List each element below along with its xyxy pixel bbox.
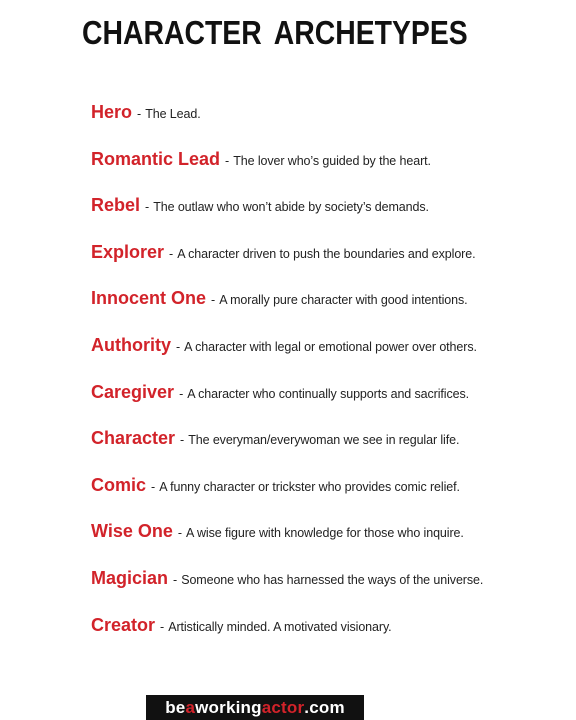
archetype-term: Character [91, 428, 176, 449]
list-item [91, 521, 561, 568]
archetype-list [91, 102, 561, 661]
archetype-description: A character who continually supports and sacrifices. [187, 386, 469, 401]
list-item [91, 335, 561, 382]
separator: - [151, 479, 156, 494]
logo-text-domain: .com [304, 697, 345, 717]
archetype-description: The everyman/everywoman we see in regular life. [188, 433, 460, 448]
list-item [91, 242, 561, 289]
archetype-term: Hero [91, 102, 133, 122]
archetype-term: Innocent One [91, 288, 207, 309]
archetype-term: Caregiver [91, 381, 175, 402]
archetype-description: A morally pure character with good intentions. [219, 293, 468, 308]
list-item [91, 428, 561, 475]
archetype-description: Artistically minded. A motivated visionary. [168, 619, 392, 634]
separator: - [180, 433, 185, 448]
separator: - [211, 293, 216, 308]
list-item [91, 615, 561, 662]
list-item [91, 288, 561, 335]
archetype-term: Rebel [91, 195, 141, 216]
archetype-term: Wise One [91, 521, 173, 542]
archetype-description: The lover who’s guided by the heart. [233, 153, 431, 168]
archetype-term: Romantic Lead [91, 148, 221, 169]
separator: - [137, 107, 142, 121]
archetype-description: The Lead. [145, 107, 201, 121]
archetype-term: Creator [91, 614, 156, 635]
list-item [91, 475, 561, 522]
list-item [91, 568, 561, 615]
separator: - [145, 200, 150, 215]
archetype-description: A character with legal or emotional power over others. [184, 339, 477, 354]
page-title: CHARACTER ARCHETYPES [82, 14, 468, 51]
archetype-description: A wise figure with knowledge for those who inquire. [186, 526, 464, 541]
list-item [91, 195, 561, 242]
separator: - [160, 619, 165, 634]
logo-text-be: be [165, 697, 186, 717]
list-item [91, 102, 561, 149]
site-logo-banner [146, 695, 364, 720]
logo-text-working: working [195, 697, 262, 717]
separator: - [176, 339, 181, 354]
separator: - [179, 386, 184, 401]
separator: - [173, 572, 178, 587]
logo-text-a: a [185, 697, 196, 717]
list-item [91, 382, 561, 429]
archetype-term: Magician [91, 567, 169, 588]
archetype-description: The outlaw who won’t abide by society’s demands. [153, 200, 429, 215]
archetype-term: Comic [91, 474, 147, 495]
archetype-description: A funny character or trickster who provides comic relief. [159, 479, 460, 494]
archetype-term: Authority [91, 334, 171, 355]
separator: - [177, 526, 183, 541]
separator: - [169, 246, 174, 261]
archetype-description: A character driven to push the boundaries and explore. [177, 246, 476, 261]
separator: - [225, 153, 230, 168]
list-item [91, 149, 561, 196]
archetype-description: Someone who has harnessed the ways of the universe. [181, 572, 484, 587]
logo-text-actor: actor [261, 697, 305, 717]
archetype-term: Explorer [91, 241, 165, 262]
